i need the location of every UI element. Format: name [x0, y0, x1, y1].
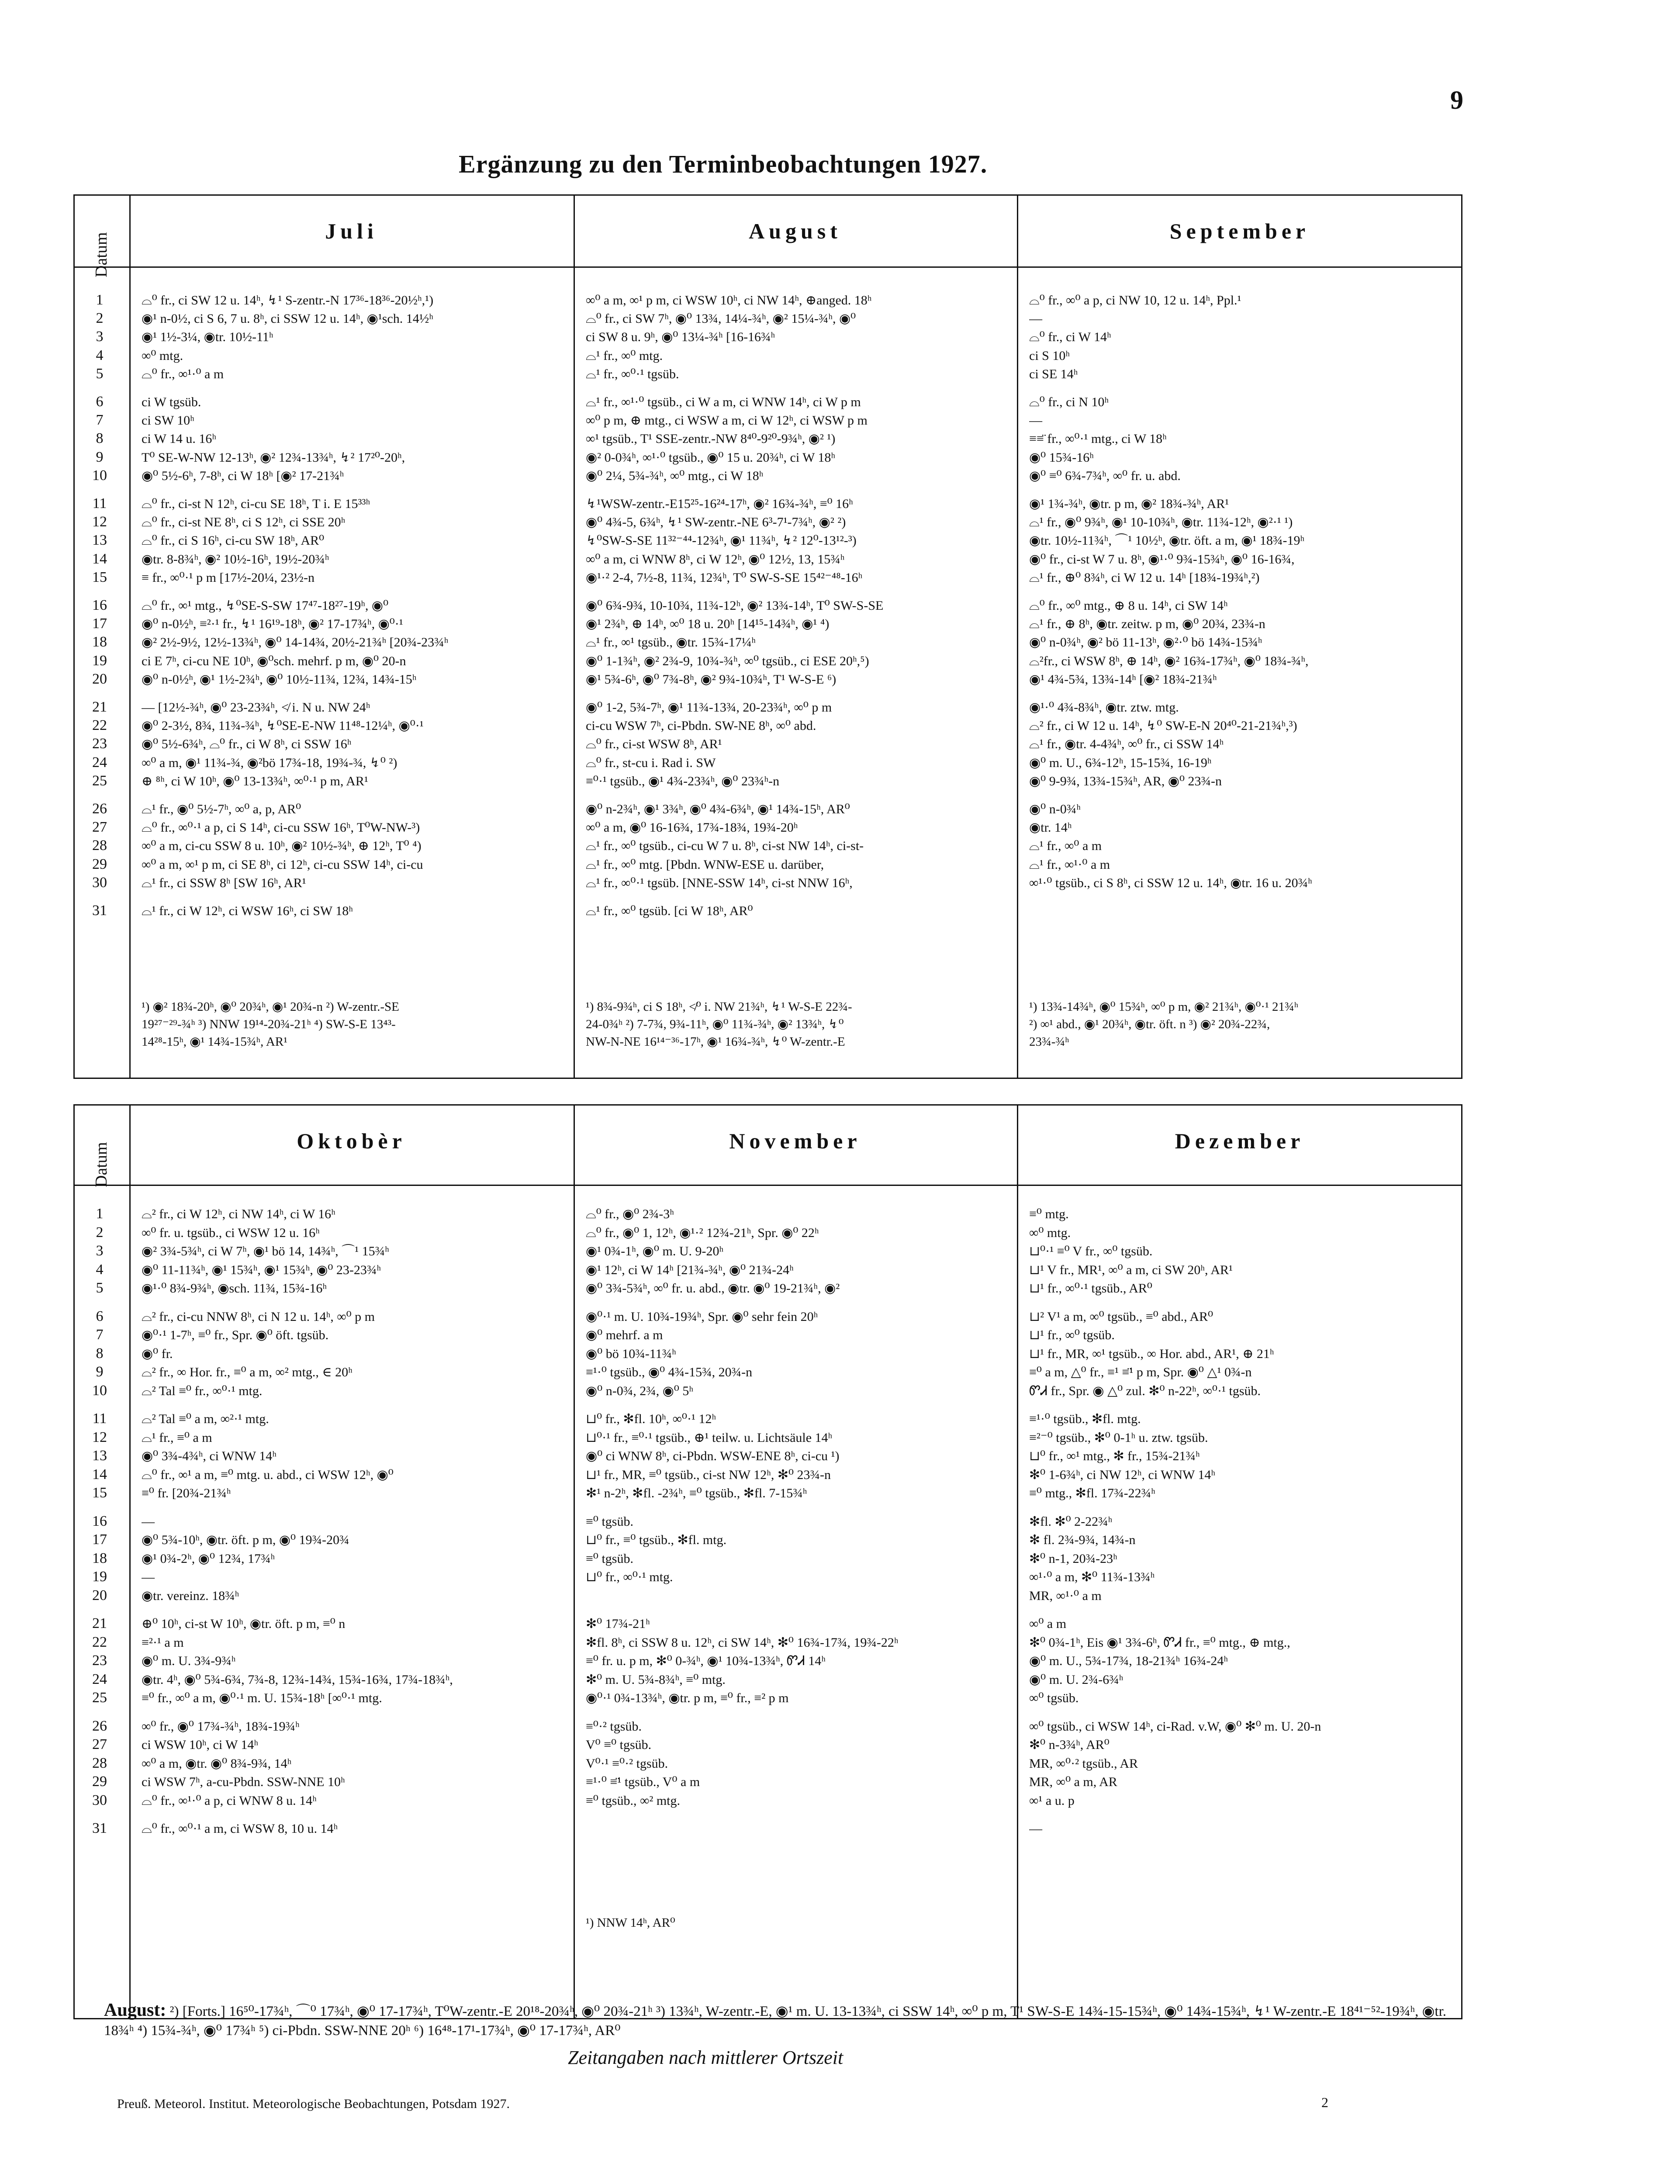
- bottom-cell: ∞⁰ fr., ◉⁰ 17¾-¾ʰ, 18¾-19¾ʰ: [142, 1719, 300, 1734]
- bottom-day-6: 6: [96, 1308, 104, 1324]
- top-cell: ◉⁰ 1-2, 5¾-7ʰ, ◉¹ 11¾-13¾, 20-23¾ʰ, ∞⁰ p m: [586, 700, 832, 715]
- bottom-cell: ⊔¹ fr., ∞⁰ tgsüb.: [1029, 1328, 1115, 1342]
- top-cell: ∞⁰ p m, ⊕ mtg., ci WSW a m, ci W 12ʰ, ci WSW p m: [586, 413, 868, 428]
- bottom-cell: ◉⁰ bö 10¾-11¾ʰ: [586, 1346, 676, 1361]
- bottom-cell: ≡⁰ tgsüb.: [586, 1514, 633, 1529]
- top-cell: ◉⁰ 1-1¾ʰ, ◉² 2¾-9, 10¾-¾ʰ, ∞⁰ tgsüb., ci ESE 20ʰ,⁵): [586, 653, 869, 668]
- bottom-day-11: 11: [92, 1410, 107, 1427]
- top-month-0: Juli: [325, 219, 378, 243]
- top-day-25: 25: [92, 772, 107, 789]
- bottom-day-21: 21: [92, 1615, 107, 1631]
- bottom-cell: ≡¹·⁰ tgsüb., ✻fl. mtg.: [1029, 1412, 1141, 1426]
- top-day-29: 29: [92, 856, 107, 872]
- top-cell: ⌓⁰ fr., ∞⁰ mtg., ⊕ 8 u. 14ʰ, ci SW 14ʰ: [1029, 598, 1228, 613]
- bottom-divider-datum: [129, 1104, 131, 2019]
- top-cell: ≡ fr., ∞⁰·¹ p m [17½-20¼, 23½-n: [142, 570, 315, 585]
- bottom-day-7: 7: [96, 1327, 104, 1343]
- bottom-cell: ◉¹ 0¾-2ʰ, ◉⁰ 12¾, 17¾ʰ: [142, 1551, 275, 1566]
- top-cell: ∞⁰ a m, ∞¹ p m, ci SE 8ʰ, ci 12ʰ, ci-cu SSW 14ʰ, ci-cu: [142, 857, 423, 872]
- top-footnote-line: 24-0¾ʰ ²) 7-7¾, 9¾-11ʰ, ◉⁰ 11¾-¾ʰ, ◉² 13¾ʰ, ↯⁰: [586, 1017, 844, 1031]
- publisher-line: Preuß. Meteorol. Institut. Meteorologische Beobachtungen, Potsdam 1927.: [117, 2097, 510, 2111]
- top-cell: ◉⁰ n-0¾ʰ: [1029, 802, 1081, 816]
- top-cell: ⌓¹ fr., ∞⁰ mtg. [Pbdn. WNW-ESE u. darüber,: [586, 857, 824, 872]
- bottom-cell: ✻fl. 8ʰ, ci SSW 8 u. 12ʰ, ci SW 14ʰ, ✻⁰ 16¾-17¾, 19¾-22ʰ: [586, 1635, 899, 1650]
- top-cell: ◉⁰ 5½-6¾ʰ, ⌓⁰ fr., ci W 8ʰ, ci SSW 16ʰ: [142, 737, 352, 752]
- bottom-cell: ⌓¹ fr., ≡⁰ a m: [142, 1430, 212, 1445]
- bottom-day-14: 14: [92, 1466, 107, 1482]
- top-cell: ci SE 14ʰ: [1029, 366, 1078, 381]
- top-day-5: 5: [96, 365, 104, 382]
- top-cell: ⌓¹ fr., ∞⁰·¹ tgsüb. [NNE-SSW 14ʰ, ci-st NNW 16ʰ,: [586, 875, 853, 890]
- bottom-cell: ≡⁰ fr., ∞⁰ a m, ◉⁰·¹ m. U. 15¾-18ʰ [∞⁰·¹ mtg.: [142, 1691, 382, 1705]
- bottom-cell: ⌓⁰ fr., ◉⁰ 1, 12ʰ, ◉¹·² 12¾-21ʰ, Spr. ◉⁰ 22ʰ: [586, 1225, 819, 1240]
- bottom-divider-2: [1017, 1104, 1018, 2019]
- top-divider-datum: [129, 194, 131, 1079]
- bottom-cell: ≡²·¹ a m: [142, 1635, 184, 1650]
- bottom-cell: ◉¹·⁰ 8¾-9¾ʰ, ◉sch. 11¾, 15¾-16ʰ: [142, 1281, 327, 1296]
- bottom-cell: ◉¹ 0¾-1ʰ, ◉⁰ m. U. 9-20ʰ: [586, 1244, 724, 1258]
- top-cell: ci W tgsüb.: [142, 395, 201, 409]
- top-cell: ∞¹·⁰ tgsüb., ci S 8ʰ, ci SSW 12 u. 14ʰ, ◉tr. 16 u. 20¾ʰ: [1029, 875, 1312, 890]
- bottom-cell: MR, ∞⁰·² tgsüb., AR: [1029, 1756, 1138, 1771]
- bottom-day-18: 18: [92, 1550, 107, 1566]
- bottom-cell: ✻⁰ m. U. 5¾-8¾ʰ, ≡⁰ mtg.: [586, 1672, 726, 1687]
- top-day-31: 31: [92, 902, 107, 919]
- bottom-cell: ⌓² Tal ≡⁰ fr., ∞⁰·¹ mtg.: [142, 1383, 263, 1398]
- bottom-cell: ⊔⁰·¹ fr., ≡⁰·¹ tgsüb., ⊕¹ teilw. u. Lichtsäule 14ʰ: [586, 1430, 833, 1445]
- bottom-cell: ∞⁰ mtg.: [1029, 1225, 1071, 1240]
- top-footnote-line: ¹) 8¾-9¾ʰ, ci S 18ʰ, ≮⁰ i. NW 21¾ʰ, ↯¹ W-S-E 22¾-: [586, 1000, 852, 1014]
- top-cell: ⌓⁰ fr., ∞¹ mtg., ↯⁰SE-S-SW 17⁴⁷-18²⁷-19ʰ, ◉⁰: [142, 598, 389, 613]
- bottom-cell: ∞⁰ fr. u. tgsüb., ci WSW 12 u. 16ʰ: [142, 1225, 320, 1240]
- bottom-cell: ◉² 3¾-5¾ʰ, ci W 7ʰ, ◉¹ bö 14, 14¾ʰ, ⌒¹ 15¾ʰ: [142, 1244, 389, 1258]
- bottom-day-19: 19: [92, 1569, 107, 1585]
- bottom-footnote-line: ¹) NNW 14ʰ, AR⁰: [586, 1916, 675, 1930]
- top-cell: ⌓⁰ fr., ci SW 12 u. 14ʰ, ↯¹ S-zentr.-N 17³⁶-18³⁶-20½ʰ,¹): [142, 293, 434, 308]
- top-day-4: 4: [96, 347, 104, 363]
- bottom-cell: ≡⁰ mtg.: [1029, 1207, 1069, 1221]
- bottom-cell: ⌓² Tal ≡⁰ a m, ∞²·¹ mtg.: [142, 1412, 269, 1426]
- top-datum-label: Datum: [92, 232, 111, 277]
- bottom-cell: ⊔¹ V fr., MR¹, ∞⁰ a m, ci SW 20ʰ, AR¹: [1029, 1262, 1233, 1277]
- bottom-cell: ◉tr. vereinz. 18¾ʰ: [142, 1588, 239, 1603]
- top-cell: —: [1029, 413, 1042, 428]
- bottom-cell: ◉⁰ m. U. 2¾-6¾ʰ: [1029, 1672, 1123, 1687]
- bottom-header-rule: [73, 1185, 1462, 1186]
- bottom-cell: —: [1029, 1821, 1042, 1836]
- top-cell: ⌓¹ fr., ∞¹ tgsüb., ◉tr. 15¾-17¼ʰ: [586, 635, 756, 650]
- top-cell: ∞⁰ a m, ◉⁰ 16-16¾, 17¾-18¾, 19¾-20ʰ: [586, 820, 798, 835]
- top-cell: ⌓¹ fr., ∞⁰ tgsüb., ci-cu W 7 u. 8ʰ, ci-st NW 14ʰ, ci-st-: [586, 839, 864, 854]
- top-day-21: 21: [92, 699, 107, 715]
- bottom-cell: —: [142, 1514, 155, 1529]
- bottom-day-10: 10: [92, 1382, 107, 1399]
- bottom-day-9: 9: [96, 1364, 104, 1380]
- top-cell: ◉¹·² 2-4, 7½-8, 11¾, 12¾ʰ, T⁰ SW-S-SE 15⁴²⁻⁴⁸-16ʰ: [586, 570, 863, 585]
- bottom-cell: ⊔¹ fr., MR, ∞¹ tgsüb., ∞ Hor. abd., AR¹, ⊕ 21ʰ: [1029, 1346, 1274, 1361]
- bottom-cell: V⁰·¹ ≡⁰·² tgsüb.: [586, 1756, 668, 1771]
- top-cell: ⌓⁰ fr., ci-st WSW 8ʰ, AR¹: [586, 737, 722, 752]
- top-cell: ⌓⁰ fr., ∞⁰·¹ a p, ci S 14ʰ, ci-cu SSW 16ʰ, T⁰W-NW-³): [142, 820, 420, 835]
- bottom-cell: ◉⁰ n-0¾, 2¾, ◉⁰ 5ʰ: [586, 1383, 694, 1398]
- bottom-cell: ⊔⁰ fr., ✻fl. 10ʰ, ∞⁰·¹ 12ʰ: [586, 1412, 716, 1426]
- bottom-cell: ⌓⁰ fr., ∞¹·⁰ a p, ci WNW 8 u. 14ʰ: [142, 1793, 317, 1808]
- bottom-cell: ∞⁰ tgsüb.: [1029, 1691, 1079, 1705]
- bottom-datum-label: Datum: [92, 1142, 111, 1187]
- top-cell: ◉⁰ 2-3½, 8¾, 11¾-¾ʰ, ↯⁰SE-E-NW 11⁴⁸-12¼ʰ, ◉⁰·¹: [142, 719, 424, 733]
- top-cell: ⌓⁰ fr., ci N 10ʰ: [1029, 395, 1109, 409]
- bottom-cell: ≡⁰ tgsüb., ∞² mtg.: [586, 1793, 681, 1808]
- bottom-cell: ≡¹·⁰ ≡̈¹ tgsüb., V⁰ a m: [586, 1775, 700, 1789]
- top-footnote-line: 14²⁸-15ʰ, ◉¹ 14¾-15¾ʰ, AR¹: [142, 1035, 287, 1049]
- top-cell: ⌓¹ fr., ⊕⁰ 8¾ʰ, ci W 12 u. 14ʰ [18¾-19¾ʰ,²): [1029, 570, 1260, 585]
- top-cell: ⌓⁰ fr., ci SW 7ʰ, ◉⁰ 13¾, 14¼-¾ʰ, ◉² 15¼-¾ʰ, ◉⁰: [586, 311, 856, 326]
- top-cell: ◉¹·⁰ 4¾-8¾ʰ, ◉tr. ztw. mtg.: [1029, 700, 1179, 715]
- top-cell: ◉⁰ n-0½ʰ, ◉¹ 1½-2¾ʰ, ◉⁰ 10½-11¾, 12¾, 14¾-15ʰ: [142, 672, 417, 687]
- top-cell: ◉² 0-0¾ʰ, ∞¹·⁰ tgsüb., ◉⁰ 15 u. 20¾ʰ, ci W 18ʰ: [586, 450, 836, 465]
- top-day-18: 18: [92, 634, 107, 650]
- top-cell: ↯¹WSW-zentr.-E15²⁵-16²⁴-17ʰ, ◉² 16¾-¾ʰ, ≡⁰ 16ʰ: [586, 497, 853, 511]
- time-note: Zeitangaben nach mittlerer Ortszeit: [568, 2047, 843, 2068]
- top-day-20: 20: [92, 670, 107, 687]
- bottom-cell: ≡⁰ fr. [20¾-21¾ʰ: [142, 1486, 231, 1500]
- top-footnote-line: ¹) ◉² 18¾-20ʰ, ◉⁰ 20¾ʰ, ◉¹ 20¾-n ²) W-zentr.-SE: [142, 1000, 399, 1014]
- bottom-cell: ◉⁰ mehrf. a m: [586, 1328, 663, 1342]
- top-cell: ◉⁰ 4¾-5, 6¾ʰ, ↯¹ SW-zentr.-NE 6³-7¹-7¾ʰ, ◉² ²): [586, 515, 846, 530]
- top-cell: ⌓¹ fr., ◉tr. 4-4¾ʰ, ∞⁰ fr., ci SSW 14ʰ: [1029, 737, 1224, 752]
- top-cell: ⌓⁰ fr., ∞⁰ a p, ci NW 10, 12 u. 14ʰ, Ppl.¹: [1029, 293, 1241, 308]
- bottom-day-29: 29: [92, 1773, 107, 1790]
- top-cell: ⌓²fr., ci WSW 8ʰ, ⊕ 14ʰ, ◉² 16¾-17¾ʰ, ◉⁰ 18¾-¾ʰ,: [1029, 653, 1309, 668]
- bottom-cell: ∞¹·⁰ a m, ✻⁰ 11¾-13¾ʰ: [1029, 1570, 1155, 1584]
- top-footnote-line: ¹) 13¾-14¾ʰ, ◉⁰ 15¾ʰ, ∞⁰ p m, ◉² 21¾ʰ, ◉⁰·¹ 21¾ʰ: [1029, 1000, 1299, 1014]
- bottom-cell: ✻⁰ 17¾-21ʰ: [586, 1617, 650, 1631]
- top-day-28: 28: [92, 837, 107, 854]
- top-cell: ◉tr. 10½-11¾ʰ, ⌒¹ 10½ʰ, ◉tr. öft. a m, ◉¹ 18¾-19ʰ: [1029, 533, 1305, 548]
- top-cell: ↯⁰SW-S-SE 11³²⁻⁴⁴-12¾ʰ, ◉¹ 11¾ʰ, ↯² 12⁰-13¹²-³): [586, 533, 857, 548]
- bottom-cell: ci WSW 7ʰ, a-cu-Pbdn. SSW-NNE 10ʰ: [142, 1775, 345, 1789]
- bottom-cell: ✻fl. ✻⁰ 2-22¾ʰ: [1029, 1514, 1113, 1529]
- bottom-day-24: 24: [92, 1671, 107, 1687]
- top-cell: ci S 10ʰ: [1029, 348, 1070, 363]
- top-cell: ◉¹ 5¾-6ʰ, ◉⁰ 7¾-8ʰ, ◉² 9¾-10¾ʰ, T¹ W-S-E ⁶): [586, 672, 837, 687]
- bottom-cell: MR, ∞¹·⁰ a m: [1029, 1588, 1102, 1603]
- top-cell: ◉⁰ 6¾-9¾, 10-10¾, 11¾-12ʰ, ◉² 13¾-14ʰ, T⁰ SW-S-SE: [586, 598, 884, 613]
- top-day-13: 13: [92, 532, 107, 549]
- bottom-cell: ✻⁰ n-1, 20¾-23ʰ: [1029, 1551, 1117, 1566]
- top-day-30: 30: [92, 874, 107, 891]
- bottom-cell: ⊔⁰·¹ ≡⁰ V fr., ∞⁰ tgsüb.: [1029, 1244, 1153, 1258]
- bottom-cell: ⌓² fr., ci-cu NNW 8ʰ, ci N 12 u. 14ʰ, ∞⁰ p m: [142, 1309, 375, 1324]
- top-cell: ⌓⁰ fr., ci-st NE 8ʰ, ci S 12ʰ, ci SSE 20ʰ: [142, 515, 346, 530]
- top-header-rule: [73, 266, 1462, 268]
- top-month-2: September: [1169, 219, 1310, 243]
- top-cell: ◉⁰ 9-9¾, 13¾-15¾ʰ, AR, ◉⁰ 23¾-n: [1029, 774, 1222, 788]
- bottom-cell: ⊔⁰ fr., ∞¹ mtg., ✻ fr., 15¾-21¾ʰ: [1029, 1449, 1200, 1463]
- august-footnote-text: ²) [Forts.] 16⁵⁰-17¾ʰ, ⌒⁰ 17¾ʰ, ◉⁰ 17-17¾ʰ, T⁰W-zentr.-E 20¹⁸-20¾ʰ, ◉⁰ 20¾-21ʰ ³) 13¾ʰ, W-zentr.-E, ◉¹ m. U. 13-13¾ʰ, ci SSW 14ʰ, ∞⁰ p m, T¹ SW-S-E 14¾-15-15¾ʰ, ◉⁰ 14¾-15¾ʰ, ↯¹ W-zentr.-E 18⁴¹⁻⁵²-19¾ʰ, ◉tr. 18¾ʰ ⁴) 15¾-¾ʰ, ◉⁰ 17¾ʰ ⁵) ci-Pbdn. SSW-NNE 20ʰ ⁶) 16⁴⁸-17¹-17¾ʰ, ◉⁰ 17-17¾ʰ, AR⁰: [104, 2004, 1447, 2039]
- bottom-day-28: 28: [92, 1755, 107, 1771]
- top-cell: ⌓⁰ fr., ∞¹·⁰ a m: [142, 366, 224, 381]
- top-cell: ⌓² fr., ci W 12 u. 14ʰ, ↯⁰ SW-E-N 20⁴⁰-21-21¾ʰ,³): [1029, 719, 1297, 733]
- bottom-day-26: 26: [92, 1717, 107, 1734]
- page-number: 9: [1450, 86, 1463, 114]
- top-day-9: 9: [96, 449, 104, 465]
- bottom-cell: ⊕⁰ 10ʰ, ci-st W 10ʰ, ◉tr. öft. p m, ≡⁰ n: [142, 1617, 346, 1631]
- top-footnote-line: ²) ∞¹ abd., ◉¹ 20¾ʰ, ◉tr. öft. n ³) ◉² 20¾-22¾,: [1029, 1017, 1270, 1031]
- bottom-day-31: 31: [92, 1820, 107, 1836]
- bottom-day-3: 3: [96, 1243, 104, 1259]
- bottom-cell: —: [142, 1570, 155, 1584]
- bottom-day-1: 1: [96, 1206, 104, 1222]
- bottom-cell: ⌓² fr., ∞ Hor. fr., ≡⁰ a m, ∞² mtg., ∈ 20ʰ: [142, 1365, 353, 1379]
- top-cell: ◉¹ 1¾-¾ʰ, ◉tr. p m, ◉² 18¾-¾ʰ, AR¹: [1029, 497, 1229, 511]
- bottom-day-17: 17: [92, 1531, 107, 1548]
- top-cell: ⌓¹ fr., ∞⁰ tgsüb. [ci W 18ʰ, AR⁰: [586, 904, 753, 918]
- bottom-cell: ◉⁰ 3¾-4¾ʰ, ci WNW 14ʰ: [142, 1449, 277, 1463]
- top-cell: ◉¹ n-0½, ci S 6, 7 u. 8ʰ, ci SSW 12 u. 14ʰ, ◉¹sch. 14½ʰ: [142, 311, 433, 326]
- top-cell: ∞⁰ a m, ∞¹ p m, ci WSW 10ʰ, ci NW 14ʰ, ⊕anged. 18ʰ: [586, 293, 872, 308]
- bottom-cell: ◉⁰ 5¾-10ʰ, ◉tr. öft. p m, ◉⁰ 19¾-20¾: [142, 1533, 349, 1547]
- top-cell: ⌓¹ fr., ◉⁰ 5½-7ʰ, ∞⁰ a, p, AR⁰: [142, 802, 301, 816]
- bottom-cell: ≡⁰·² tgsüb.: [586, 1719, 642, 1734]
- bottom-cell: ∞¹ a u. p: [1029, 1793, 1075, 1808]
- top-day-11: 11: [92, 495, 107, 511]
- bottom-day-23: 23: [92, 1652, 107, 1669]
- bottom-cell: ⊔⁰ fr., ∞⁰·¹ mtg.: [586, 1570, 673, 1584]
- bottom-day-13: 13: [92, 1448, 107, 1464]
- top-cell: ∞¹ tgsüb., T¹ SSE-zentr.-NW 8⁴⁰-9²⁰-9¾ʰ, ◉² ¹): [586, 432, 836, 446]
- top-cell: ◉⁰ ≡⁰ 6¾-7¾ʰ, ∞⁰ fr. u. abd.: [1029, 468, 1181, 483]
- top-cell: ∞⁰ a m, ci WNW 8ʰ, ci W 12ʰ, ◉⁰ 12½, 13, 15¾ʰ: [586, 552, 845, 567]
- top-cell: ci SW 10ʰ: [142, 413, 194, 428]
- top-day-16: 16: [92, 597, 107, 613]
- top-day-6: 6: [96, 394, 104, 410]
- bottom-cell: ◉⁰ 3¾-5¾ʰ, ∞⁰ fr. u. abd., ◉tr. ◉⁰ 19-21¾ʰ, ◉²: [586, 1281, 840, 1296]
- bottom-cell: ⊔⁰ fr., ≡⁰ tgsüb., ✻fl. mtg.: [586, 1533, 727, 1547]
- top-cell: ◉⁰ n-0¾ʰ, ◉² bö 11-13ʰ, ◉²·⁰ bö 14¾-15¾ʰ: [1029, 635, 1262, 650]
- top-cell: ◉⁰ n-0½ʰ, ≡²·¹ fr., ↯¹ 16¹⁹-18ʰ, ◉² 17-17¾ʰ, ◉⁰·¹: [142, 617, 403, 632]
- bottom-month-2: Dezember: [1175, 1129, 1305, 1153]
- top-cell: ⌓¹ fr., ∞⁰ a m: [1029, 839, 1102, 854]
- top-day-24: 24: [92, 754, 107, 771]
- bottom-cell: ◉⁰·¹ m. U. 10¾-19¾ʰ, Spr. ◉⁰ sehr fein 20ʰ: [586, 1309, 818, 1324]
- bottom-cell: ✻¹ n-2ʰ, ✻fl. -2¾ʰ, ≡⁰ tgsüb., ✻fl. 7-15¾ʰ: [586, 1486, 807, 1500]
- bottom-cell: ≡⁰ fr. u. p m, ✻⁰ 0-¾ʰ, ◉¹ 10¾-13¾ʰ, ᏛᏗ 14ʰ: [586, 1654, 826, 1668]
- bottom-cell: ✻ fl. 2¾-9¾, 14¾-n: [1029, 1533, 1136, 1547]
- top-cell: ⌓¹ fr., ∞¹·⁰ a m: [1029, 857, 1110, 872]
- bottom-cell: MR, ∞⁰ a m, AR: [1029, 1775, 1117, 1789]
- top-day-27: 27: [92, 819, 107, 836]
- bottom-cell: ◉⁰ 11-11¾ʰ, ◉¹ 15¾ʰ, ◉¹ 15¾ʰ, ◉⁰ 23-23¾ʰ: [142, 1262, 381, 1277]
- august-footnote-label: August:: [104, 2000, 166, 2020]
- august-footnote: [104, 2001, 1467, 2040]
- top-cell: ◉¹ 2¾ʰ, ⊕ 14ʰ, ∞⁰ 18 u. 20ʰ [14¹⁵-14¾ʰ, ◉¹ ⁴): [586, 617, 830, 632]
- top-divider-2: [1017, 194, 1018, 1079]
- bottom-cell: ∞⁰ tgsüb., ci WSW 14ʰ, ci-Rad. v.W, ◉⁰ ✻⁰ m. U. 20-n: [1029, 1719, 1321, 1734]
- top-day-23: 23: [92, 736, 107, 752]
- top-cell: ◉⁰ fr., ci-st W 7 u. 8ʰ, ◉¹·⁰ 9¾-15¾ʰ, ◉⁰ 16-16¾,: [1029, 552, 1295, 567]
- top-cell: ◉¹ 1½-3¼, ◉tr. 10½-11ʰ: [142, 330, 273, 345]
- page-title: Ergänzung zu den Terminbeobachtungen 1927.: [459, 150, 988, 178]
- top-cell: ci E 7ʰ, ci-cu NE 10ʰ, ◉⁰sch. mehrf. p m, ◉⁰ 20-n: [142, 653, 406, 668]
- top-day-14: 14: [92, 550, 107, 567]
- bottom-day-5: 5: [96, 1280, 104, 1296]
- top-footnote-line: 23¾-¾ʰ: [1029, 1035, 1069, 1049]
- bottom-cell: ◉⁰ m. U., 5¾-17¾, 18-21¾ʰ 16¾-24ʰ: [1029, 1654, 1228, 1668]
- top-cell: ∞⁰ mtg.: [142, 348, 183, 363]
- top-day-22: 22: [92, 717, 107, 734]
- bottom-day-8: 8: [96, 1345, 104, 1362]
- bottom-day-20: 20: [92, 1587, 107, 1603]
- top-cell: ◉⁰ 2¼, 5¾-¾ʰ, ∞⁰ mtg., ci W 18ʰ: [586, 468, 764, 483]
- bottom-cell: ✻⁰ n-3¾ʰ, AR⁰: [1029, 1738, 1110, 1752]
- top-cell: ◉⁰ m. U., 6¾-12ʰ, 15-15¾, 16-19ʰ: [1029, 755, 1212, 770]
- top-day-12: 12: [92, 514, 107, 530]
- top-cell: ⌓⁰ fr., st-cu i. Rad i. SW: [586, 755, 716, 770]
- bottom-cell: ⊔¹ fr., MR, ≡⁰ tgsüb., ci-st NW 12ʰ, ✻⁰ 23¾-n: [586, 1467, 831, 1482]
- bottom-day-12: 12: [92, 1429, 107, 1445]
- bottom-cell: ⌓⁰ fr., ◉⁰ 2¾-3ʰ: [586, 1207, 674, 1221]
- top-footnote-line: NW-N-NE 16¹⁴⁻³⁶-17ʰ, ◉¹ 16¾-¾ʰ, ↯⁰ W-zentr.-E: [586, 1035, 845, 1049]
- bottom-day-27: 27: [92, 1736, 107, 1752]
- bottom-cell: ✻⁰ 1-6¾ʰ, ci NW 12ʰ, ci WNW 14ʰ: [1029, 1467, 1216, 1482]
- top-cell: ⌓¹ fr., ci SSW 8ʰ [SW 16ʰ, AR¹: [142, 875, 306, 890]
- top-day-10: 10: [92, 467, 107, 484]
- bottom-day-16: 16: [92, 1513, 107, 1529]
- bottom-cell: ⌓² fr., ci W 12ʰ, ci NW 14ʰ, ci W 16ʰ: [142, 1207, 335, 1221]
- bottom-cell: ∞⁰ a m, ◉tr. ◉⁰ 8¾-9¾, 14ʰ: [142, 1756, 292, 1771]
- top-day-15: 15: [92, 569, 107, 585]
- bottom-day-30: 30: [92, 1792, 107, 1808]
- top-divider-1: [574, 194, 575, 1079]
- top-cell: ⌓¹ fr., ∞⁰ mtg.: [586, 348, 663, 363]
- top-day-2: 2: [96, 310, 104, 327]
- top-cell: ≡≡̈ fr., ∞⁰·¹ mtg., ci W 18ʰ: [1029, 432, 1167, 446]
- bottom-cell: ≡⁰ mtg., ✻fl. 17¾-22¾ʰ: [1029, 1486, 1155, 1500]
- top-cell: ∞⁰ a m, ci-cu SSW 8 u. 10ʰ, ◉² 10½-¾ʰ, ⊕ 12ʰ, T⁰ ⁴): [142, 839, 422, 854]
- top-cell: ⌓¹ fr., ∞¹·⁰ tgsüb., ci W a m, ci WNW 14ʰ, ci W p m: [586, 395, 861, 409]
- top-cell: ci-cu WSW 7ʰ, ci-Pbdn. SW-NE 8ʰ, ∞⁰ abd.: [586, 719, 816, 733]
- top-cell: ⌓⁰ fr., ci S 16ʰ, ci-cu SW 18ʰ, AR⁰: [142, 533, 325, 548]
- bottom-cell: ◉⁰ fr.: [142, 1346, 173, 1361]
- bottom-cell: ≡²⁻⁰ tgsüb., ✻⁰ 0-1ʰ u. ztw. tgsüb.: [1029, 1430, 1208, 1445]
- top-cell: ◉⁰ 15¾-16ʰ: [1029, 450, 1094, 465]
- top-cell: ≡⁰·¹ tgsüb., ◉¹ 4¾-23¾ʰ, ◉⁰ 23¾ʰ-n: [586, 774, 780, 788]
- top-cell: ◉⁰ n-2¾ʰ, ◉¹ 3¾ʰ, ◉⁰ 4¾-6¾ʰ, ◉¹ 14¾-15ʰ, AR⁰: [586, 802, 850, 816]
- bottom-cell: ≡⁰ tgsüb.: [586, 1551, 633, 1566]
- sheet-mark: 2: [1321, 2094, 1328, 2110]
- top-day-7: 7: [96, 412, 104, 429]
- top-cell: ∞⁰ a m, ◉¹ 11¾-¾, ◉²bö 17¾-18, 19¾-¾, ↯⁰ ²): [142, 755, 398, 770]
- top-day-1: 1: [96, 292, 104, 308]
- bottom-cell: ∞⁰ a m: [1029, 1617, 1067, 1631]
- bottom-cell: ◉⁰·¹ 1-7ʰ, ≡⁰ fr., Spr. ◉⁰ öft. tgsüb.: [142, 1328, 329, 1342]
- top-cell: ◉tr. 8-8¾ʰ, ◉² 10½-16ʰ, 19½-20¾ʰ: [142, 552, 329, 567]
- top-cell: ci W 14 u. 16ʰ: [142, 432, 217, 446]
- top-cell: — [12½-¾ʰ, ◉⁰ 23-23¾ʰ, ≮ i. N u. NW 24ʰ: [142, 700, 370, 715]
- top-cell: ⌓¹ fr., ◉⁰ 9¾ʰ, ◉¹ 10-10¾ʰ, ◉tr. 11¾-12ʰ, ◉²·¹ ¹): [1029, 515, 1293, 530]
- top-cell: ci SW 8 u. 9ʰ, ◉⁰ 13¼-¾ʰ [16-16¾ʰ: [586, 330, 775, 345]
- bottom-cell: ⌓⁰ fr., ∞¹ a m, ≡⁰ mtg. u. abd., ci WSW 12ʰ, ◉⁰: [142, 1467, 394, 1482]
- bottom-day-22: 22: [92, 1634, 107, 1650]
- top-cell: —: [1029, 311, 1042, 326]
- bottom-cell: ◉tr. 4ʰ, ◉⁰ 5¾-6¾, 7¾-8, 12¾-14¾, 15¾-16¾, 17¾-18¾ʰ,: [142, 1672, 453, 1687]
- top-cell: T⁰ SE-W-NW 12-13ʰ, ◉² 12¾-13¾ʰ, ↯² 17²⁰-20ʰ,: [142, 450, 405, 465]
- top-day-17: 17: [92, 615, 107, 632]
- bottom-cell: V⁰ ≡⁰ tgsüb.: [586, 1738, 652, 1752]
- bottom-month-0: Oktobèr: [297, 1129, 406, 1153]
- top-cell: ⌓¹ fr., ci W 12ʰ, ci WSW 16ʰ, ci SW 18ʰ: [142, 904, 353, 918]
- bottom-cell: ◉⁰·¹ 0¾-13¾ʰ, ◉tr. p m, ≡⁰ fr., ≡² p m: [586, 1691, 789, 1705]
- bottom-day-2: 2: [96, 1224, 104, 1241]
- bottom-cell: ≡⁰ a m, △⁰ fr., ≡¹ ≡̈¹ p m, Spr. ◉⁰ △¹ 0¾-n: [1029, 1365, 1252, 1379]
- bottom-cell: ✻⁰ 0¾-1ʰ, Eis ◉¹ 3¾-6ʰ, ᏛᏗ fr., ≡⁰ mtg., ⊕ mtg.,: [1029, 1635, 1290, 1650]
- top-day-19: 19: [92, 652, 107, 669]
- top-cell: ⌓⁰ fr., ci W 14ʰ: [1029, 330, 1111, 345]
- top-cell: ⌓¹ fr., ⊕ 8ʰ, ◉tr. zeitw. p m, ◉⁰ 20¾, 23¾-n: [1029, 617, 1265, 632]
- bottom-cell: ◉¹ 12ʰ, ci W 14ʰ [21¾-¾ʰ, ◉⁰ 21¾-24ʰ: [586, 1262, 794, 1277]
- bottom-cell: ᏛᏗ fr., Spr. ◉ △⁰ zul. ✻⁰ n-22ʰ, ∞⁰·¹ tgsüb.: [1029, 1383, 1261, 1398]
- top-cell: ◉⁰ 5½-6ʰ, 7-8ʰ, ci W 18ʰ [◉² 17-21¾ʰ: [142, 468, 344, 483]
- top-cell: ◉tr. 14ʰ: [1029, 820, 1072, 835]
- bottom-cell: ci WSW 10ʰ, ci W 14ʰ: [142, 1738, 259, 1752]
- top-day-26: 26: [92, 801, 107, 817]
- top-cell: ⊕ ⁸ʰ, ci W 10ʰ, ◉⁰ 13-13¾ʰ, ∞⁰·¹ p m, AR¹: [142, 774, 368, 788]
- bottom-day-4: 4: [96, 1261, 104, 1278]
- bottom-month-1: November: [729, 1129, 861, 1153]
- top-cell: ⌓¹ fr., ∞⁰·¹ tgsüb.: [586, 366, 679, 381]
- bottom-cell: ⌓⁰ fr., ∞⁰·¹ a m, ci WSW 8, 10 u. 14ʰ: [142, 1821, 338, 1836]
- bottom-divider-1: [574, 1104, 575, 2019]
- top-cell: ⌓⁰ fr., ci-st N 12ʰ, ci-cu SE 18ʰ, T i. E 15³³ʰ: [142, 497, 370, 511]
- bottom-cell: ⊔¹ fr., ∞⁰·¹ tgsüb., AR⁰: [1029, 1281, 1152, 1296]
- top-day-3: 3: [96, 328, 104, 345]
- bottom-day-25: 25: [92, 1690, 107, 1706]
- bottom-cell: ◉⁰ m. U. 3¾-9¾ʰ: [142, 1654, 236, 1668]
- top-day-8: 8: [96, 430, 104, 447]
- bottom-cell: ⊔² V¹ a m, ∞⁰ tgsüb., ≡⁰ abd., AR⁰: [1029, 1309, 1213, 1324]
- top-cell: ◉² 2½-9½, 12½-13¾ʰ, ◉⁰ 14-14¾, 20½-21¾ʰ [20¾-23¾ʰ: [142, 635, 449, 650]
- bottom-day-15: 15: [92, 1485, 107, 1501]
- top-footnote-line: 19²⁷⁻²⁹-¾ʰ ³) NNW 19¹⁴-20¾-21ʰ ⁴) SW-S-E 13⁴³-: [142, 1017, 396, 1031]
- bottom-cell: ≡¹·⁰ tgsüb., ◉⁰ 4¾-15¾, 20¾-n: [586, 1365, 753, 1379]
- bottom-cell: ◉⁰ ci WNW 8ʰ, ci-Pbdn. WSW-ENE 8ʰ, ci-cu ¹): [586, 1449, 840, 1463]
- top-cell: ◉¹ 4¾-5¾, 13¾-14ʰ [◉² 18¾-21¾ʰ: [1029, 672, 1217, 687]
- top-month-1: August: [749, 219, 842, 243]
